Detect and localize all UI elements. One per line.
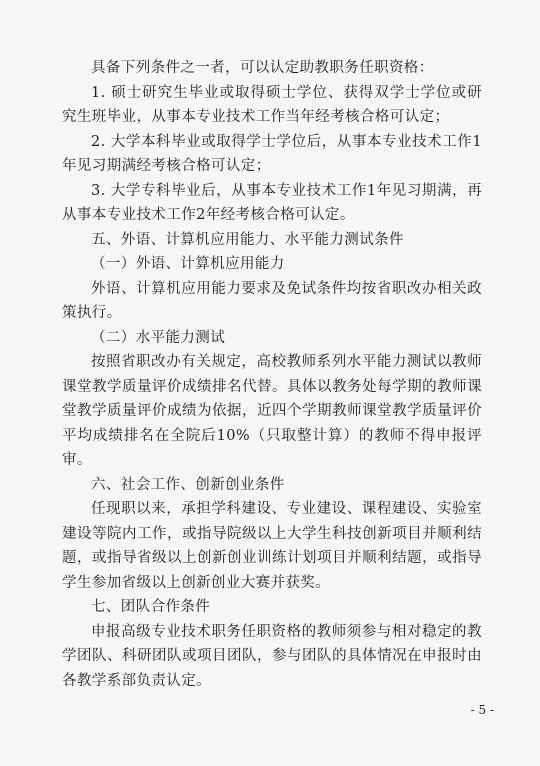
paragraph-condition-1: 1. 硕士研究生毕业或取得硕士学位、获得双学士学位或研究生班毕业，从事本专业技术工作当年经考核合格可认定； — [62, 84, 482, 125]
page-number: - 5 - — [470, 703, 494, 717]
document-body — [62, 56, 482, 693]
subsection-heading-5-1: （一）外语、计算机应用能力 — [91, 256, 285, 272]
paragraph-team-work: 申报高级专业技术职务任职资格的教师须参与相对稳定的教学团队、科研团队或项目团队，参与团队的具体情况在申报时由各教学系部负责认定。 — [62, 623, 482, 689]
paragraph-social-work: 任现职以来，承担学科建设、专业建设、课程建设、实验室建设等院内工作，或指导院级以上大学生科技创新项目并顺利结题，或指导省级以上创新创业训练计划项目并顺利结题，或指导学生参加省级以上创新创业大赛并获奖。 — [62, 501, 482, 591]
section-heading-5: 五、外语、计算机应用能力、水平能力测试条件 — [91, 231, 404, 248]
section-heading-7: 七、团队合作条件 — [91, 599, 211, 615]
paragraph-condition-2: 2. 大学本科毕业或取得学士学位后，从事本专业技术工作1年见习期满经考核合格可认定； — [62, 133, 482, 174]
paragraph-condition-3: 3. 大学专科毕业后，从事本专业技术工作1年见习期满，再从事本专业技术工作2年经考核合格可认定。 — [62, 182, 482, 223]
paragraph-intro: 具备下列条件之一者，可以认定助教职务任职资格： — [91, 60, 434, 76]
section-heading-6: 六、社会工作、创新创业条件 — [91, 476, 285, 493]
paragraph-ability-test: 按照省职改办有关规定，高校教师系列水平能力测试以教师课堂教学质量评价成绩排名代替。具体以教务处每学期的教师课堂教学质量评价成绩为依据，近四个学期教师课堂教学质量评价平均成绩排名在全院后10%（只取整计算）的教师不得申报评审。 — [62, 354, 482, 468]
subsection-heading-5-2: （二）水平能力测试 — [91, 329, 226, 346]
paragraph-language-computer: 外语、计算机应用能力要求及免试条件均按省职改办相关政策执行。 — [62, 280, 482, 321]
